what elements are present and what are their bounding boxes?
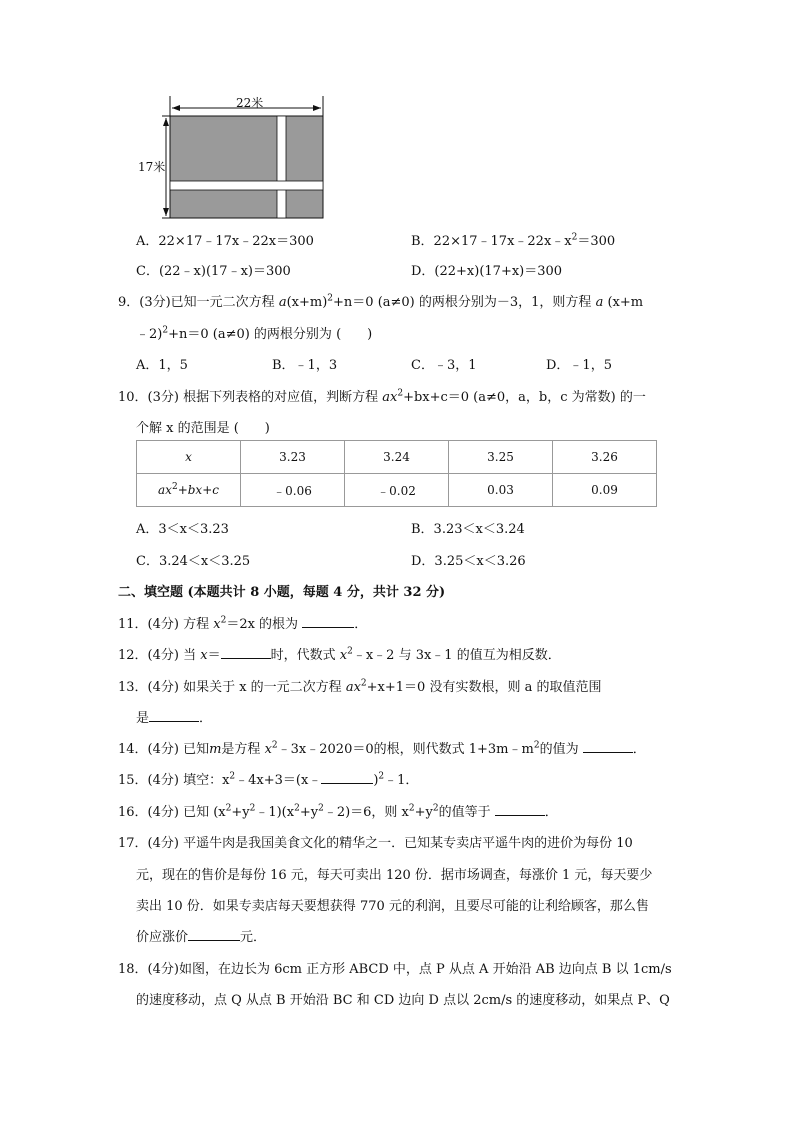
table-cell: ﹣0.06: [241, 474, 345, 507]
q14-sup2: 2: [533, 740, 540, 751]
q17-l4-b: 元．: [240, 930, 267, 945]
q14-b: m: [209, 742, 222, 757]
q12-a: 12．(4分) 当: [118, 648, 197, 663]
table-label-sup: 2: [171, 482, 178, 492]
q14-e: ﹣3x﹣2020＝0的根，则代数式 1+3m﹣m: [277, 742, 534, 757]
q16-sup3: 2: [294, 803, 300, 814]
q15-d: ﹣1．: [384, 773, 419, 788]
q16-sup5: 2: [408, 803, 415, 814]
table-label-b: +bx+c: [177, 483, 219, 497]
q10-option-d: D．3.25＜x＜3.26: [411, 554, 526, 569]
q16-f: +y: [414, 805, 433, 820]
q8-option-d: D．(22+x)(17+x)＝300: [411, 264, 563, 279]
q12-e: x: [339, 648, 348, 663]
figure-side-label: 17米: [138, 160, 166, 174]
q16-sup6: 2: [432, 803, 439, 814]
q18-line1: 18．(4分)如图，在边长为 6cm 正方形 ABCD 中，点 P 从点 A 开始沿 AB 边向点 B 以 1cm/s: [118, 962, 672, 977]
q11-a: 11．(4分) 方程: [118, 617, 210, 632]
q10-l1-a: 10．(3分) 根据下列表格的对应值，判断方程: [118, 390, 379, 405]
q14-d: x: [264, 742, 272, 757]
q17-line4: [136, 926, 266, 945]
q10-l1-b: ax: [382, 390, 398, 405]
q18-line2: 的速度移动，点 Q 从点 B 开始沿 BC 和 CD 边向 D 点以 2cm/s 的速度移动，如果点 P、Q: [136, 993, 670, 1008]
q10-l1-sup: 2: [397, 388, 404, 399]
q13-l2-b: ．: [199, 711, 213, 726]
q9-option-d: D．﹣1，5: [546, 358, 612, 373]
q15-sup2: 2: [378, 771, 385, 782]
q9-option-b: B．﹣1，3: [272, 358, 338, 373]
q17-line3: 卖出 10 份．如果专卖店每天要想获得 770 元的利润，且要尽可能的让利给顾客，那么售: [136, 899, 649, 914]
q10-line1: [118, 386, 646, 405]
q13-l1-b: ax: [345, 680, 361, 695]
table-label-a: ax: [158, 483, 172, 497]
q16-d: +y: [299, 805, 319, 820]
q11-sup: 2: [220, 615, 227, 626]
q8-option-a: A．22×17﹣17x﹣22x＝300: [136, 234, 314, 249]
q16-c: ﹣1)(x: [255, 805, 295, 820]
q9-option-c: C．﹣3，1: [411, 358, 477, 373]
q8-option-c: C．(22﹣x)(17﹣x)＝300: [136, 264, 291, 279]
q10-option-c: C．3.24＜x＜3.25: [136, 554, 251, 569]
q12-c: ＝: [207, 648, 221, 663]
q9-line2: [136, 323, 372, 342]
q16-sup1: 2: [225, 803, 232, 814]
q16-h: ．: [544, 805, 558, 820]
q8-option-b-tail: ＝300: [577, 234, 616, 249]
table-cell: 0.09: [553, 474, 657, 507]
table-row: [137, 441, 657, 474]
table-cell: 0.03: [449, 474, 553, 507]
q9-l1-b: a: [278, 295, 287, 310]
answer-blank[interactable]: [188, 926, 240, 941]
q11-b: x: [213, 617, 221, 632]
q16-sup4: 2: [318, 803, 324, 814]
q17-line2: 元，现在的售价是每份 16 元，每天可卖出 120 份．据市场调查，每涨价 1 元，每天要少: [136, 868, 653, 883]
rectangle-road-figure: [136, 92, 336, 222]
table-cell: 3.23: [241, 441, 345, 474]
q9-l2-sup: 2: [162, 325, 169, 336]
answer-blank[interactable]: [583, 738, 633, 753]
answer-blank[interactable]: [302, 613, 354, 628]
q9-l1-a: 9．(3分)已知一元二次方程: [118, 295, 275, 310]
q11-c: ＝2x 的根为: [226, 617, 299, 632]
q13-l1-sup: 2: [360, 678, 367, 689]
table-cell: [137, 474, 241, 507]
answer-blank[interactable]: [495, 801, 545, 816]
q13-line2: [136, 707, 212, 726]
q9-line1: [118, 291, 643, 310]
q8-option-b-sup: 2: [571, 232, 578, 243]
q10-option-a: A．3＜x＜3.23: [136, 522, 229, 537]
q10-l1-c: +bx+c＝0 (a≠0，a，b，c 为常数) 的一: [403, 390, 646, 405]
q9-l1-d: +n＝0 (a≠0) 的两根分别为－3，1，则方程: [333, 295, 592, 310]
table-cell: 3.24: [345, 441, 449, 474]
q16-g: 的值等于: [438, 805, 491, 820]
q16: [118, 801, 558, 820]
q14-g: ．: [632, 742, 646, 757]
q14-c: 是方程: [221, 742, 261, 757]
q16-a: 16．(4分) 已知 (x: [118, 805, 226, 820]
q13-line1: [118, 676, 601, 695]
figure-top-label: 22米: [236, 96, 264, 110]
answer-blank[interactable]: [149, 707, 199, 722]
q16-sup2: 2: [249, 803, 256, 814]
q9-l1-c: (x+m): [286, 295, 328, 310]
q13-l1-a: 13．(4分) 如果关于 x 的一元二次方程: [118, 680, 342, 695]
q17-line1: 17．(4分) 平遥牛肉是我国美食文化的精华之一．已知某专卖店平遥牛肉的进价为每份 10: [118, 836, 633, 851]
q17-l4-a: 价应涨价: [136, 930, 189, 945]
section-heading: 二、填空题 (本题共计 8 小题，每题 4 分，共计 32 分): [118, 585, 446, 600]
q9-l1-e: a: [595, 295, 604, 310]
q8-option-b-text: B．22×17﹣17x﹣22x﹣x: [411, 234, 572, 249]
q10-value-table: [136, 440, 657, 507]
q15-b: ﹣4x+3＝(x﹣: [235, 773, 322, 788]
q11: [118, 613, 367, 632]
q16-e: ﹣2)＝6，则 x: [323, 805, 409, 820]
q14-a: 14．(4分) 已知: [118, 742, 210, 757]
q9-l2-a: ﹣2): [136, 327, 163, 342]
q9-l1-sup: 2: [327, 293, 334, 304]
q10-option-b: B．3.23＜x＜3.24: [411, 522, 525, 537]
table-cell: 3.25: [449, 441, 553, 474]
q16-b: +y: [231, 805, 250, 820]
q12-sup: 2: [347, 646, 353, 657]
q13-l2-a: 是: [136, 711, 150, 726]
q12-b: x: [200, 648, 208, 663]
table-row: [137, 474, 657, 507]
q11-d: ．: [354, 617, 368, 632]
table-cell: x: [137, 441, 241, 474]
q15-sup1: 2: [229, 771, 236, 782]
q14: [118, 738, 646, 757]
q10-line2: 个解 x 的范围是 ( ): [136, 421, 270, 436]
table-cell: 3.26: [553, 441, 657, 474]
q9-l1-f: (x+m: [607, 295, 644, 310]
q15-a: 15．(4分) 填空：x: [118, 773, 230, 788]
q9-l2-b: +n＝0 (a≠0) 的两根分别为 ( ): [168, 327, 373, 342]
q14-f: 的值为: [539, 742, 579, 757]
answer-blank[interactable]: [221, 644, 271, 659]
q12: [118, 644, 561, 663]
q14-sup1: 2: [271, 740, 278, 751]
q9-option-a: A．1，5: [136, 358, 188, 373]
q12-f: ﹣x﹣2 与 3x﹣1 的值互为相反数．: [352, 648, 561, 663]
q8-option-b: [411, 230, 615, 249]
q15: [118, 769, 418, 788]
q13-l1-c: +x+1＝0 没有实数根，则 a 的取值范围: [366, 680, 602, 695]
q12-d: 时，代数式: [270, 648, 336, 663]
q15-c: ): [373, 773, 379, 788]
answer-blank[interactable]: [321, 769, 373, 784]
table-cell: ﹣0.02: [345, 474, 449, 507]
